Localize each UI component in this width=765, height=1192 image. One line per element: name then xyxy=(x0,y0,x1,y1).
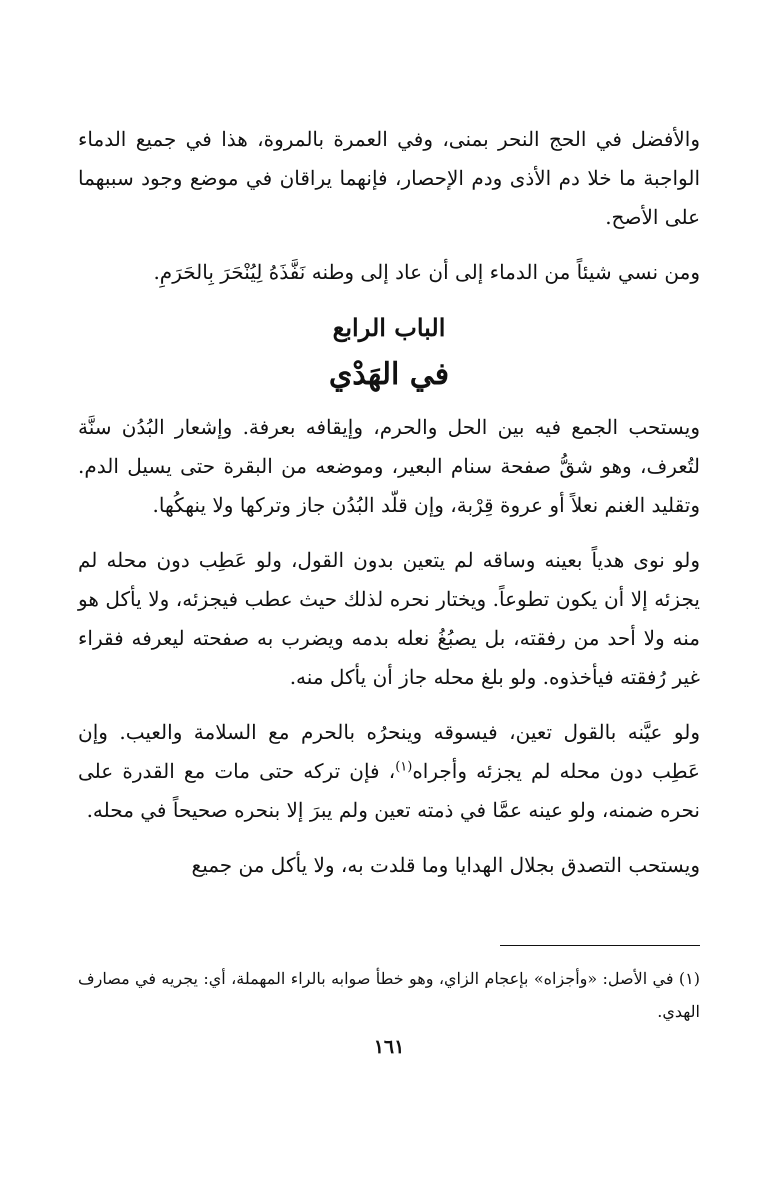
page-number: ١٦١ xyxy=(373,1036,405,1058)
paragraph-text-after-note: ، فإن تركه حتى مات مع القدرة على نحره ضمنه، ولو عينه عمَّا في ذمته تعين ولم يبرَ إلا بنحره صحيحاً في محله. xyxy=(78,759,700,822)
footnote: (١) في الأصل: «وأجزاه» بإعجام الزاي، وهو خطأ صوابه بالراء المهملة، أي: يجريه في مصارف الهدي. xyxy=(78,969,700,1021)
paragraph-forgotten-blood: ومن نسي شيئاً من الدماء إلى أن عاد إلى وطنه نَفَّذَهُ لِيُنْحَرَ بِالحَرَمِ. xyxy=(153,260,700,284)
footnote-reference: (١) xyxy=(395,759,413,775)
paragraph-text-before-note: ولو عيَّنه بالقول تعين، فيسوقه وينحرُه بالحرم مع السلامة والعيب. وإن عَطِب دون محله لم يجزئه وأجراه xyxy=(78,720,700,783)
footnote-divider xyxy=(500,945,700,946)
chapter-heading: الباب الرابع xyxy=(332,313,446,342)
paragraph-hady-charity: ويستحب التصدق بجلال الهدايا وما قلدت به، ولا يأكل من جميع xyxy=(191,853,700,877)
paragraph-hady-intention: ولو نوى هدياً بعينه وساقه لم يتعين بدون القول، ولو عَطِب دون محله لم يجزئه إلا أن يكون تطوعاً. ويختار نحره لذلك حيث عطب فيجزئه، ولا يأكل هو منه ولا أحد من رفقته، بل يصبُغُ نعله بدمه ويضرب به صفحته ليعرفه فقراء غير رُفقته فيأخذوه. ولو بلغ محله جاز أن يأكل منه. xyxy=(78,548,700,689)
chapter-subheading: في الهَدْي xyxy=(328,357,450,392)
paragraph-sacrifice-location: والأفضل في الحج النحر بمنى، وفي العمرة بالمروة، هذا في جميع الدماء الواجبة ما خلا دم الأذى ودم الإحصار، فإنهما يراقان في موضع وجود سببهما على الأصح. xyxy=(78,127,700,229)
page-body xyxy=(78,120,700,1058)
paragraph-hady-designation xyxy=(78,713,700,830)
paragraph-hady-marking: ويستحب الجمع فيه بين الحل والحرم، وإيقافه بعرفة. وإشعار البُدُن سنَّة لتُعرف، وهو شقُّ صفحة سنام البعير، وموضعه من البقرة حتى يسيل الدم. وتقليد الغنم نعلاً أو عروة قِرْبة، وإن قلّد البُدُن جاز وتركها ولا ينهكُها. xyxy=(78,415,700,517)
